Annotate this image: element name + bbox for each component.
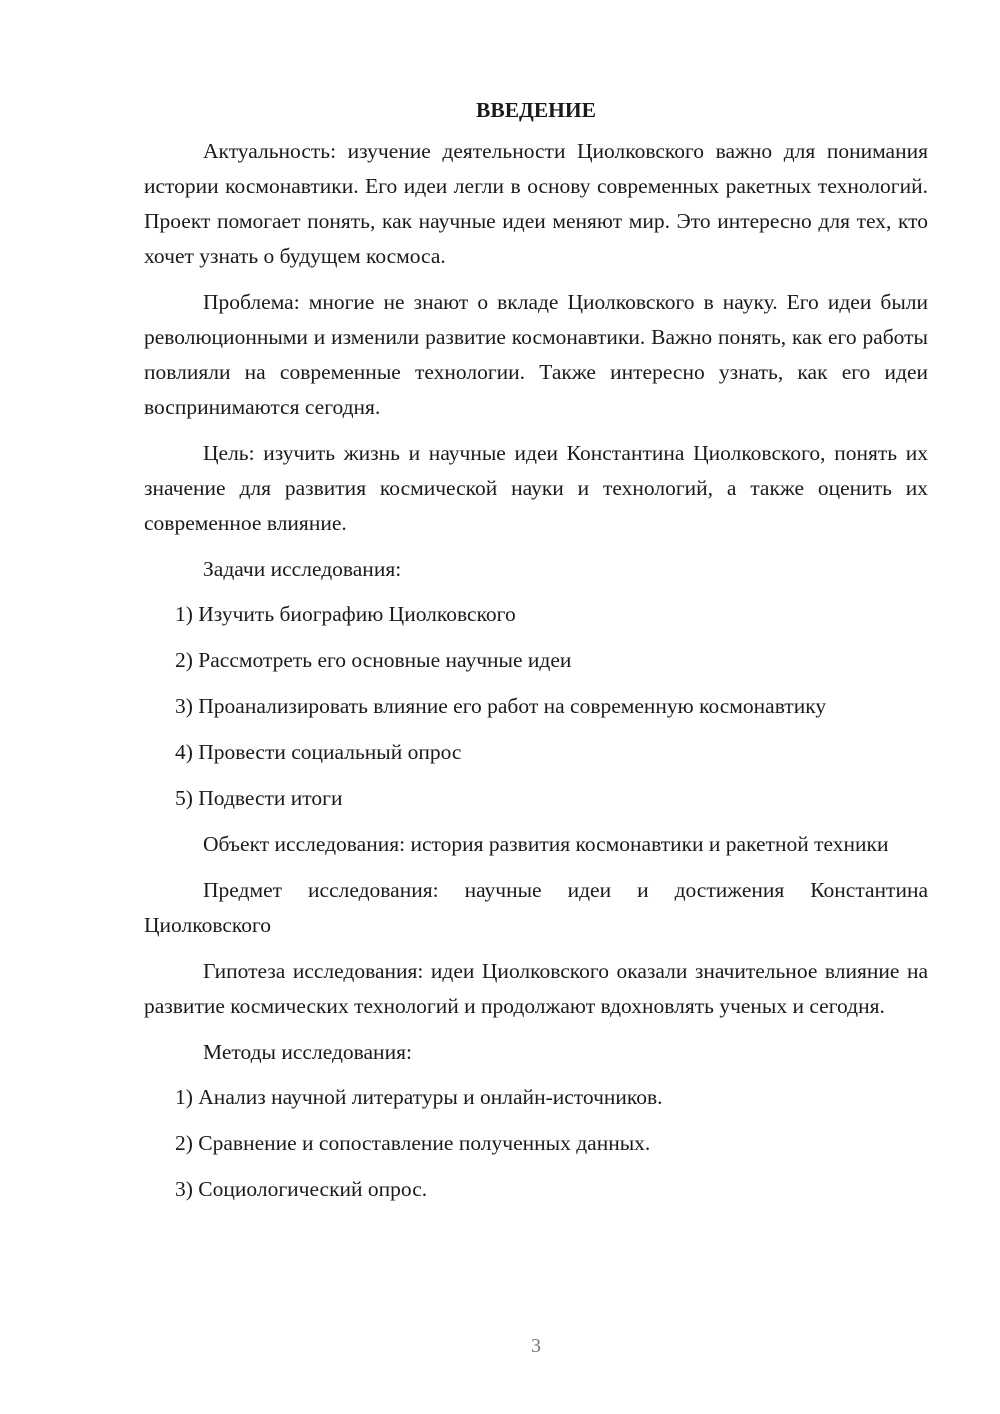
method-item-1: 1) Анализ научной литературы и онлайн-источников. bbox=[175, 1085, 663, 1109]
task-item-2: 2) Рассмотреть его основные научные идеи bbox=[175, 648, 572, 672]
page-title: ВВЕДЕНИЕ bbox=[476, 98, 596, 122]
object-paragraph: Объект исследования: история развития космонавтики и ракетной техники bbox=[203, 832, 889, 856]
document-page bbox=[144, 94, 928, 1218]
task-item-3: 3) Проанализировать влияние его работ на современную космонавтику bbox=[175, 694, 827, 718]
page-number: 3 bbox=[531, 1335, 541, 1357]
hypothesis-paragraph: Гипотеза исследования: идеи Циолковского оказали значительное влияние на развитие космических технологий и продолжают вдохновлять ученых и сегодня. bbox=[144, 959, 928, 1018]
task-item-4: 4) Провести социальный опрос bbox=[175, 740, 462, 764]
problem-paragraph: Проблема: многие не знают о вкладе Циолковского в науку. Его идеи были революционными и изменили развитие космонавтики. Важно понять, как его работы повлияли на современные технологии. Также интересно узнать, как его идеи воспринимаются сегодня. bbox=[144, 290, 928, 419]
task-item-1: 1) Изучить биографию Циолковского bbox=[175, 602, 516, 626]
subject-paragraph: Предмет исследования: научные идеи и достижения Константина Циолковского bbox=[144, 878, 928, 937]
relevance-paragraph: Актуальность: изучение деятельности Циолковского важно для понимания истории космонавтики. Его идеи легли в основу современных ракетных технологий. Проект помогает понять, как научные идеи меняют мир. Это интересно для тех, кто хочет узнать о будущем космоса. bbox=[144, 139, 928, 268]
goal-paragraph: Цель: изучить жизнь и научные идеи Константина Циолковского, понять их значение для развития космической науки и технологий, а также оценить их современное влияние. bbox=[144, 441, 928, 535]
method-item-3: 3) Социологический опрос. bbox=[175, 1177, 428, 1201]
method-item-2: 2) Сравнение и сопоставление полученных данных. bbox=[175, 1131, 651, 1155]
tasks-heading: Задачи исследования: bbox=[203, 557, 402, 581]
task-item-5: 5) Подвести итоги bbox=[175, 786, 343, 810]
methods-heading: Методы исследования: bbox=[203, 1040, 412, 1064]
